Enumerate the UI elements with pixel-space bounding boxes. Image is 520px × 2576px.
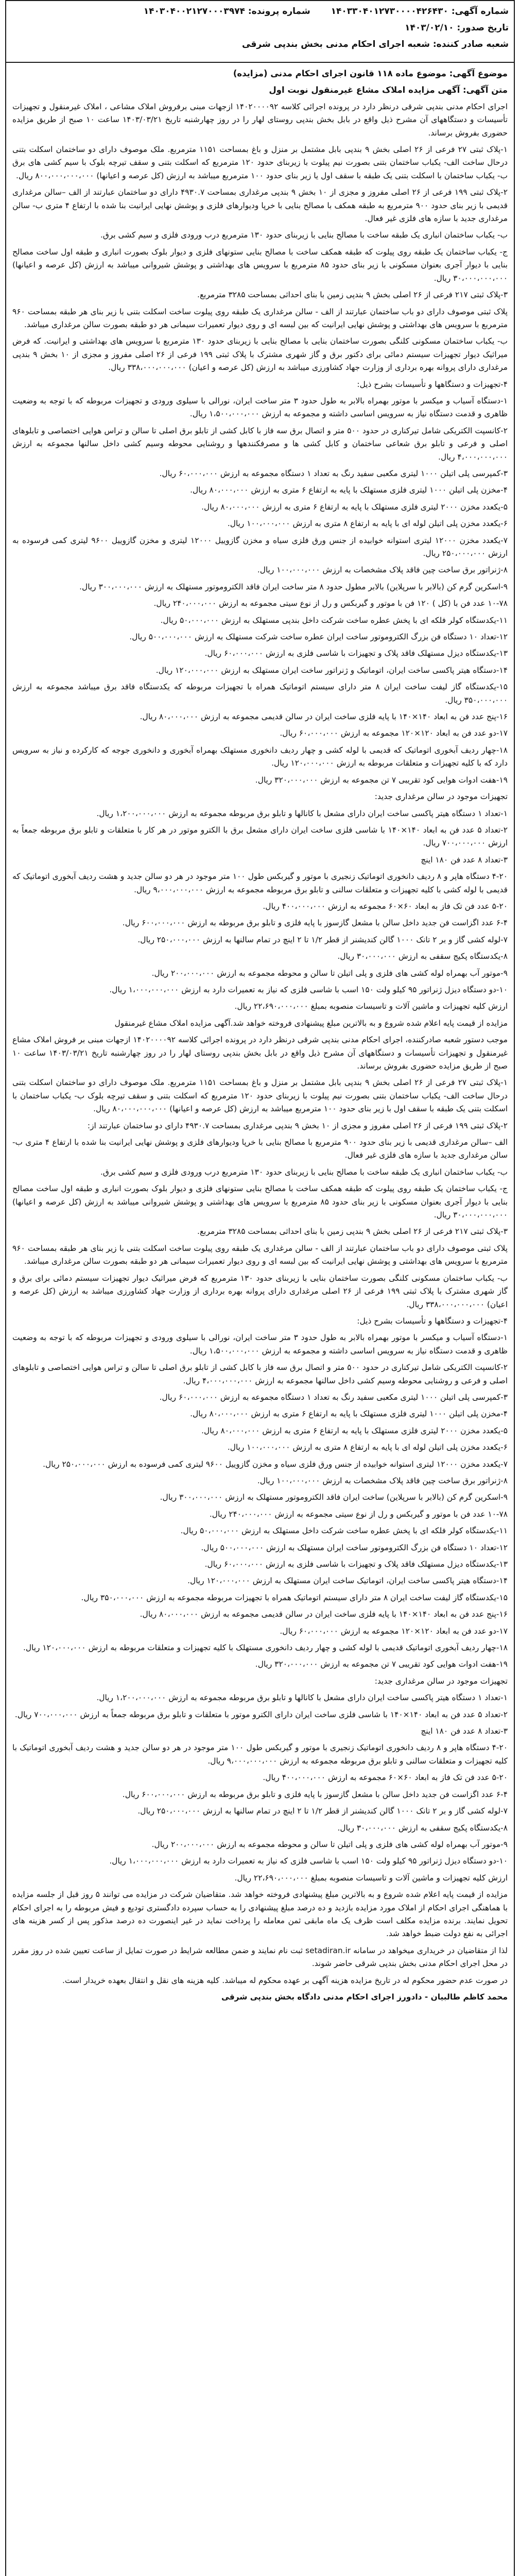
paragraph: ۲-کانسپت الکتریکی شامل تیرکناری در حدود ۵۰۰ متر و اتصال برق سه فاز با کابل کشی از تابلو برق اصلی تا سالن و تراس هوایی اختصاصی و تابلوهای اصلی و فرعی و روشنایی محوطه وسیم کشی داخل سالنها مجموعه به ارزش ۴،۰۰۰،۰۰۰،۰۰۰ ریال.	[12, 1363, 508, 1385]
paragraph: ۱-دستگاه آسیاب و میکسر با موتور بهمراه بالابر به طول حدود ۳ متر ساخت ایران، نورالی با سیلوی ورودی و تجهیزات مربوطه که با توجه به وضعیت ظاهری و قدمت دستگاه نیاز به سرویس اساسی داشته و مجموعه به ارزش ۱،۵۰۰،۰۰۰،۰۰۰ ریال.	[12, 396, 508, 419]
paragraph: ۲-پلاک ثبتی ۱۹۹ فرعی از ۲۶ اصلی مفروز و مجزی از ۱۰ بخش ۹ بندپی مرغداری بمساحت ۴۹۳۰.۷ دارای دو ساختمان عبارتند از الف –سالن مرغداری قدیمی با زیر بنای حدود ۹۰۰ مترمربع به طبقه همکف با مصالح بنایی با خرپا ودیوارهای فلزی و پوشش نهایی ایرانیت بنا شده با ارتفاع ۴ متری ب- سالن مرغداری جدید با سازه های فلزی غیر فعال.	[12, 188, 508, 224]
paragraph: ۱۷-دو عدد فن به ابعاد ۱۲۰×۱۲۰ مجموعه به ارزش ۶۰،۰۰۰،۰۰۰ ریال.	[280, 728, 508, 738]
paragraph: ۱۸-چهار ردیف آبخوری اتوماتیک قدیمی با لوله کشی و چهار ردیف دانخوری مستهلک با کلیه تجهیزات و متعلقات مربوطه به ارزش ۱۲۰،۰۰۰،۰۰۰ ریال.	[23, 1643, 508, 1653]
paragraph: ب- یکباب ساختمان مسکونی کلنگی بصورت ساختمان بنایی با زیربنای حدود ۱۳۰ مترمربع که فرض میراثیک دیوار تجهیزات سیستم دمائی برای برق و گاز شهری مشترک با پلاک ثبتی ۱۹۹ فرعی از ۲۶ اصلی مرغداری دارای پروانه بهره برداری از وزارت جهاد کشاورزی میباشد به ارزش (کل عرصه و اعیان) ۳۳۸،۰۰۰،۰۰۰،۰۰۰ ریال.	[12, 1273, 508, 1309]
paragraph: ۳-تعداد ۸ عدد فن ۱۸۰ اینچ	[421, 1726, 508, 1736]
paragraph: ۶-۴ عدد اگزاست فن جدید داخل سالن با مشعل گازسوز با پایه فلزی و تابلو برق مربوطه به ارزش ۶۰۰،۰۰۰،۰۰۰ ریال.	[122, 1789, 508, 1799]
paragraph: ۳-کمپرسی پلی اتیلن ۱۰۰۰ لیتری مکعبی سفید رنگ به تعداد ۱ دستگاه مجموعه به ارزش ۶۰،۰۰۰،۰۰۰ ریال.	[159, 468, 508, 478]
header-row-numbers	[11, 6, 509, 22]
paragraph-list	[12, 100, 508, 1987]
paragraph: ۱-تعداد ۱ دستگاه هیتر پاکسی ساخت ایران دارای مشعل با کانالها و تابلو برق مربوطه مجموعه به ارزش ۱،۲۰۰،۰۰۰،۰۰۰ ریال.	[96, 808, 508, 818]
paragraph: ۱۲-تعداد ۱۰ دستگاه فن بزرگ الکتروموتور ساخت ایران عطره ساخت شرکت مستهلک به ارزش ۵۰۰،۰۰۰،۰۰۰ ریال.	[129, 632, 508, 642]
paragraph: ۱-پلاک ثبتی ۲۷ فرعی از ۲۶ اصلی بخش ۹ بندپی بابل مشتمل بر منزل و باغ بمساحت ۱۱۵۱ مترمربع. ملک موصوف دارای دو ساختمان اسکلت بتنی درحال ساخت الف- یکباب ساختمان بتنی بصورت نیم پیلوت با زیربنای حدود ۱۲۰ مترمربع که اسکلت بتنی و سقف تیرچه بلوک با سیم کشی های برق ب- یکباب ساختمان با اسکلت بتنی یک طبقه با سقف اول یا زیر بنای حدود ۱۰۰ مترمربع میباشد به ارزش (کل عرصه و اعیانها) ۸۰۰،۰۰۰،۰۰۰،۰۰۰ ریال.	[12, 145, 508, 180]
paragraph: مزایده از قیمت پایه اعلام شده شروع و به بالاترین مبلغ پیشنهادی فروخته خواهد شد.آگهی مزایده املاک مشاع غیرمنقول	[114, 1018, 508, 1028]
paragraph: ۷-یکعدد مخزن ۱۲۰۰۰ لیتری استوانه خوابیده از جنس ورق فلزی سیاه و مخزن گازوییل ۱۲۰۰۰ لیتری و مخزن گازوییل ۹۶۰۰ لیتری کمی فرسوده به ارزش ۲۵۰،۰۰۰،۰۰۰ ریال.	[12, 535, 508, 558]
paragraph: ۳-پلاک ثبتی ۲۱۷ فرعی از ۲۶ اصلی بخش ۹ بندپی زمین با بنای احداثی بمساحت ۳۲۸۵ مترمربع.	[197, 290, 508, 300]
paragraph: ۱۴-دستگاه هیتر پاکسی ساخت ایران، اتوماتیک و ژنراتور ساخت ایران مستهلک به ارزش ۱۲۰،۰۰۰،۰۰۰ ریال.	[155, 665, 508, 675]
paragraph: ۶-یکعدد مخزن پلی اتیلن لوله ای با پایه به ارتفاع ۸ متری به ارزش ۱۰۰،۰۰۰،۰۰۰ ریال.	[227, 1443, 508, 1452]
notice-title: متن آگهی: آگهی مزایده املاک مشاع غیرمنقول نوبت اول	[269, 85, 508, 95]
paragraph: ۲-تعداد ۵ عدد فن به ابعاد ۱۴۰×۱۴۰ با شاسی فلزی ساخت ایران دارای الکترو موتور با متعلقات و تابلو برق مربوطه جمعاً به ارزش ۷۰۰،۰۰۰،۰۰۰ ریال.	[14, 1709, 508, 1719]
issuer: شعبه صادر کننده: شعبه اجرای احکام مدنی بخش بندپی شرقی	[242, 39, 509, 49]
paragraph: ۵-۲۰ عدد فن تک فاز به ابعاد ۶۰×۶۰ مجموعه به ارزش ۴۰۰،۰۰۰،۰۰۰ ریال.	[263, 901, 508, 911]
notice-header	[6, 1, 514, 63]
paragraph: ۸-یکدستگاه پکیج سقفی به ارزش ۳۰،۰۰۰،۰۰۰ ریال.	[337, 952, 508, 961]
paragraph: ۴-۲۰ دستگاه هاپر و ۸ ردیف دانخوری اتوماتیک زنجیری با موتور و گیربکس طول ۱۰۰ متر موجود در هر دو سالن جدید و هشت ردیف آبخوری اتوماتیک با کلیه تجهیزات و متعلقات سالنی و تابلو برق مربوطه مجموعه به ارزش ۹،۰۰۰،۰۰۰،۰۰۰ ریال.	[12, 1743, 508, 1766]
paragraph: ۳-تعداد ۸ عدد فن ۱۸۰ اینچ	[421, 855, 508, 865]
paragraph: موجب دستور شعبه صادرکننده، اجرای احکام مدنی بندپی شرقی درنظر دارد در پرونده اجرائی کلاسه ۱۴۰۲۰۰۰۰۹۲ ازجهات مبنی بر فروش املاک مشاع غیرمنقول و تجهیزات تأسیسات و دستگاههای آن مشرح ذیل واقع در بابل بخش بندپی روستای لهار را در روز چهارشنبه تاریخ ۱۴۰۳/۰۳/۲۱ ساعت ۱۰ صبح از طریق مزایده حضوری بفروش برساند.	[12, 1035, 508, 1071]
paragraph: ۱۱-یکدستگاه کولر فلکه ای با پخش عطره ساخت شرکت داخل مستهلک به ارزش ۵۰،۰۰۰،۰۰۰ ریال.	[180, 1526, 508, 1536]
paragraph: ۱۹-هفت ادوات هوایی کود تقریبی ۷ تن مجموعه به ارزش ۳۲۰،۰۰۰،۰۰۰ ریال.	[255, 775, 508, 785]
paragraph: ۴-۲۰ دستگاه هاپر و ۸ ردیف دانخوری اتوماتیک زنجیری با موتور و گیربکس طول ۱۰۰ متر موجود در هر دو سالن جدید و هشت ردیف آبخوری اتوماتیک که قدیمی با لوله کشی با کلیه تجهیزات و متعلقات سالنی و تابلو برق مربوطه مجموعه به ارزش ۹،۰۰۰،۰۰۰،۰۰۰ ریال.	[12, 872, 508, 894]
paragraph: ۱۱-یکدستگاه کولر فلکه ای با پخش عطره ساخت شرکت داخل بندپی مستهلک به ارزش ۵۰،۰۰۰،۰۰۰ ریال.	[160, 615, 508, 625]
paragraph: در صورت عدم حضور محکوم له در تاریخ مزایده هزینه آگهی بر عهده محکوم له میباشد. کلیه هزینه های نقل و انتقال بعهده خریدار است.	[62, 1975, 508, 1985]
paragraph: پلاک ثبتی موصوف دارای دو باب ساختمان عبارتند از الف - سالن مرغداری یک طبقه روی پیلوت ساخت اسکلت بتنی با زیر بنای هر طبقه بمساحت ۹۶۰ مترمربع با سرویس های بهداشتی و پوشش نهایی ایرانیت که بین لبسه ای و روی دیوار تعمیرات سیمانی هر دو طبقه بصورت سالن مرغداری میباشد.	[12, 1243, 508, 1266]
paragraph: ۶-۴ عدد اگزاست فن جدید داخل سالن با مشعل گازسوز با پایه فلزی و تابلو برق مربوطه به ارزش ۶۰۰،۰۰۰،۰۰۰ ریال.	[122, 918, 508, 928]
paragraph: ۴-مخزن پلی اتیلن ۱۰۰۰ لیتری فلزی مستهلک با پایه به ارتفاع ۶ متری به ارزش ۸۰،۰۰۰،۰۰۰ ریال.	[190, 1409, 508, 1419]
paragraph: اجرای احکام مدنی بندپی شرقی درنظر دارد در پرونده اجرائی کلاسه ۱۴۰۲۰۰۰۰۹۲ ازجهات مبنی برفروش املاک مشاعی ، املاک غیرمنقول و تجهیزات تأسیسات و دستگاههای آن مشرح ذیل واقع در بابل بخش بندپی روستای لهار را در روز چهارشنبه تاریخ ۱۴۰۳/۰۳/۲۱ ساعت ۱۰ صبح از طریق مزایده حضوری بفروش برساند.	[12, 101, 508, 138]
paragraph: ۱۵-یکدستگاه گاز لیفت ساخت ایران ۸ متر دارای سیستم اتوماتیک همراه با تجهیزات مربوطه مجموعه به ارزش ۳۵۰،۰۰۰،۰۰۰ ریال.	[81, 1592, 508, 1602]
paragraph: ۲-پلاک ثبتی ۱۹۹ فرعی از ۲۶ اصلی مفروز و مجزی از ۱۰ بخش ۹ بندپی مرغداری بمساحت ۴۹۳۰.۷ دارای دو ساختمان عبارتند از:	[87, 1121, 508, 1130]
paragraph: ۱۸-چهار ردیف آبخوری اتوماتیک که قدیمی با لوله کشی و چهار ردیف دانخوری مستهلک بهمراه آبخوری و دانخوری جوجه که کارکرده و نیاز به سرویس دارد که با کلیه تجهیزات و متعلقات مربوطه به ارزش ۱۲۰،۰۰۰،۰۰۰ ریال.	[12, 745, 508, 768]
paragraph: ۱۷-دو عدد فن به ابعاد ۱۲۰×۱۲۰ مجموعه به ارزش ۶۰،۰۰۰،۰۰۰ ریال.	[280, 1626, 508, 1636]
paragraph: ۱-تعداد ۱ دستگاه هیتر پاکسی ساخت ایران دارای مشعل با کانالها و تابلو برق مربوطه مجموعه به ارزش ۱،۲۰۰،۰۰۰،۰۰۰ ریال.	[96, 1693, 508, 1703]
issue-date: تاریخ صدور: ۱۴۰۳/۰۲/۱۰	[405, 23, 509, 33]
paragraph: ۱۹-هفت ادوات هوایی کود تقریبی ۷ تن مجموعه به ارزش ۳۲۰،۰۰۰،۰۰۰ ریال.	[255, 1659, 508, 1669]
paragraph: ۸-ژنراتور برق ساخت چین فاقد پلاک مشخصات به ارزش ۱۰۰،۰۰۰،۰۰۰ ریال.	[257, 1476, 508, 1485]
paragraph: ۸-یکدستگاه پکیج سقفی به ارزش ۳۰،۰۰۰،۰۰۰ ریال.	[337, 1823, 508, 1833]
paragraph: ۹-اسکرین گرم کن (بالابر با سرپلاین) ساخت ایران فاقد الکتروموتور مستهلک به ارزش ۳۰۰،۰۰۰،۰۰۰ ریال.	[160, 1493, 508, 1502]
paragraph: ۵-یکعدد مخزن ۲۰۰۰ لیتری فلزی مستهلک با پایه به ارتفاع ۶ متری به ارزش ۸۰،۰۰۰،۰۰۰ ریال.	[201, 502, 508, 512]
paragraph: ۱۴-دستگاه هیتر پاکسی ساخت ایران، اتوماتیک ساخت ایران مستهلک به ارزش ۱۲۰،۰۰۰،۰۰۰ ریال.	[187, 1576, 508, 1586]
paragraph: ۳-کمپرسی پلی اتیلن ۱۰۰۰ لیتری مکعبی سفید رنگ به تعداد ۱ دستگاه مجموعه به ارزش ۶۰،۰۰۰،۰۰۰ ریال.	[159, 1392, 508, 1402]
paragraph: ۲-کانسپت الکتریکی شامل تیرکناری در حدود ۵۰۰ متر و اتصال برق سه فاز با کابل کشی از تابلو برق اصلی تا سالن و تراس هوایی اختصاصی و تابلوهای اصلی و فرعی و تابلو برق شعاعی ساختمان و کابل کشی ها و مصرفکنندهها و روشنایی محوطه وسیم کشی داخل سالنها مجموعه به ارزش ۴،۰۰۰،۰۰۰،۰۰۰ ریال.	[12, 426, 508, 462]
paragraph: ج- یکباب ساختمان یک طبقه روی پیلوت که طبقه همکف ساخت با مصالح بنایی ستونهای فلزی و دیوار بلوک بصورت انباری و طبقه اول ساخت مصالح بنایی با دیوار آجری بعنوان مسکونی با زیر بنای حدود ۸۵ مترمربع با سرویس های بهداشتی و پوشش شیروانی میباشد به ارزش (کل عرصه و اعیانها) ۳۰،۰۰۰،۰۰۰،۰۰۰ ریال.	[12, 1184, 508, 1220]
notice-number: شماره آگهی: ۱۴۰۳۳۰۴۰۱۲۷۳۰۰۰۰۴۲۶۴۳۰	[331, 6, 509, 16]
paragraph: ۷-یکعدد مخزن ۱۲۰۰۰ لیتری استوانه خوابیده از جنس ورق فلزی سیاه و مخزن گازوییل ۹۶۰۰ لیتری کمی فرسوده به ارزش ۲۵۰،۰۰۰،۰۰۰ ریال.	[43, 1459, 508, 1469]
paragraph: ۱-دستگاه آسیاب و میکسر با موتور بهمراه بالابر به طول حدود ۳ متر ساخت ایران، نورالی با سیلوی ورودی و تجهیزات مربوطه که با توجه به وضعیت ظاهری و قدمت دستگاه نیاز به سرویس اساسی داشته و مجموعه به ارزش ۱،۵۰۰،۰۰۰،۰۰۰ ریال.	[12, 1333, 508, 1355]
paragraph: ۴-مخزن پلی اتیلن ۱۰۰۰ لیتری فلزی مستهلک با پایه به ارتفاع ۶ متری به ارزش ۸۰،۰۰۰،۰۰۰ ریال.	[190, 485, 508, 495]
paragraph: ۱۰-دو دستگاه دیزل ژنراتور ۹۵ کیلو ولت ۱۵۰ اسب با شاسی فلزی که نیاز به تعمیرات دارد به ارزش ۱،۰۰۰،۰۰۰،۰۰۰ ریال.	[109, 985, 508, 994]
paragraph: ب- یکباب ساختمان انباری یک طبقه ساخت با مصالح بنایی با زیربنای حدود ۱۳۰ مترمربع درب ورودی فلزی و سیم کشی برق.	[100, 1167, 508, 1177]
paragraph: ب- یکباب ساختمان مسکونی کلنگی بصورت ساختمان بنایی با مصالح بنایی با زیربنای حدود ۱۳۰ مترمربع با سرویس های بهداشتی و ایرانیت. که فرض میراثیک دیوار تجهیزات سیستم دمائی برای دکتور برق و گاز شهری مشترک با پلاک ثبتی ۱۹۹ فرعی از ۲۶ اصلی مفروز و مجزی از ۱۰ بخش ۹ بندپی مرغداری دارای پروانه بهره برداری از وزارت جهاد کشاورزی میباشد به ارزش (کل عرصه و اعیان) ۳۳۸،۰۰۰،۰۰۰،۰۰۰ ریال.	[12, 336, 508, 372]
paragraph: ۶-یکعدد مخزن پلی اتیلن لوله ای با پایه به ارتفاع ۸ متری به ارزش ۱۰۰،۰۰۰،۰۰۰ ریال.	[227, 519, 508, 529]
paragraph: ۹-موتور آب بهمراه لوله کشی های فلزی و پلی اتیلن تا سالن و محوطه مجموعه به ارزش ۲۰۰،۰۰۰،۰۰۰ ریال.	[151, 968, 508, 978]
paragraph: ارزش کلیه تجهیزات و ماشین آلات و تاسیسات منصوبه بمبلغ ۲۲،۶۹۰،۰۰۰،۰۰۰ ریال.	[234, 1002, 508, 1011]
paragraph: الف –سالن مرغداری قدیمی با زیر بنای حدود ۹۰۰ مترمربع با مصالح بنایی با خرپا ودیوارهای فلزی و پوشش نهایی ایرانیت بنا شده با ارتفاع ۴ متری ب- سالن مرغداری جدید با سازه های فلزی غیر فعال.	[12, 1138, 508, 1160]
paragraph: ارزش کلیه تجهیزات و ماشین آلات و تاسیسات منصوبه بمبلغ ۲۲،۶۹۰،۰۰۰،۰۰۰ ریال.	[234, 1873, 508, 1883]
paragraph: ب- یکباب ساختمان انباری یک طبقه ساخت با مصالح بنایی با زیربنای حدود ۱۳۰ مترمربع درب ورودی فلزی و سیم کشی برق.	[100, 230, 508, 240]
paragraph: ۹-موتور آب بهمراه لوله کشی های فلزی و پلی اتیلن تا سالن و محوطه مجموعه به ارزش ۲۰۰،۰۰۰،۰۰۰ ریال.	[151, 1839, 508, 1849]
paragraph: ۱۰-۷۸ عدد فن با (کل ) ۱۲۰ فن با موتور و گیربکس و رل از نوع سیتی مجموعه به ارزش ۲۴۰،۰۰۰،۰۰۰ ریال.	[153, 599, 508, 608]
paragraph: ج- یکباب ساختمان یک طبقه روی پیلوت که طبقه همکف ساخت با مصالح بنایی ستونهای فلزی و دیوار بلوک بصورت انباری و طبقه اول ساخت مصالح بنایی با دیوار آجری بعنوان مسکونی با زیر بنای حدود ۸۵ مترمربع با سرویس های بهداشتی و پوشش شیروانی میباشد به ارزش (کل عرصه و اعیانها) ۳۰،۰۰۰،۰۰۰،۰۰۰ ریال.	[12, 247, 508, 283]
paragraph: ۱۵-یکدستگاه گاز لیفت ساخت ایران ۸ متر دارای سیستم اتوماتیک همراه با تجهیزات مربوطه که یکدستگاه فاقد برق میباشد مجموعه به ارزش ۳۵۰،۰۰۰،۰۰۰ ریال.	[12, 682, 508, 705]
paragraph: ۹-اسکرین گرم کن (بالابر با سرپلاین) بالابر مطول حدود ۸ متر ساخت ایران فاقد الکتروموتور مستهلک به ارزش ۳۰۰،۰۰۰،۰۰۰ ریال.	[79, 582, 508, 591]
paragraph: تجهیزات موجود در سالن مرغداری جدید:	[374, 792, 508, 802]
paragraph: ۵-یکعدد مخزن ۲۰۰۰ لیتری فلزی مستهلک با پایه به ارتفاع ۶ متری به ارزش ۸۰،۰۰۰،۰۰۰ ریال.	[201, 1426, 508, 1435]
paragraph: ۸-ژنراتور برق ساخت چین فاقد پلاک مشخصات به ارزش ۱۰۰،۰۰۰،۰۰۰ ریال.	[257, 565, 508, 575]
paragraph: ۱۰-۷۸ عدد فن با موتور و گیربکس و رل از نوع سیتی مجموعه به ارزش ۲۴۰،۰۰۰،۰۰۰ ریال.	[209, 1509, 508, 1519]
paragraph: ۷-لوله کشی گاز و بر ۲ تانک ۱۰۰۰ گالن کندیشنر از قطر ۱/۲ تا ۲ اینچ در تمام سالنها به ارزش ۲۵۰،۰۰۰،۰۰۰ ریال.	[137, 1806, 508, 1816]
tracking-number: شماره پرونده: ۱۴۰۳۰۴۰۰۲۱۲۷۰۰۰۳۹۷۴	[143, 6, 310, 16]
paragraph: ۱۳-یکدستگاه دیزل مستهلک فاقد پلاک و تجهیزات با شاسی فلزی به ارزش ۶۰،۰۰۰،۰۰۰ ریال.	[204, 649, 508, 658]
header-row-issuer	[11, 39, 509, 55]
paragraph: ۱۶-پنج عدد فن به ابعاد ۱۴۰×۱۴۰ با پایه فلزی ساخت ایران در سالن قدیمی مجموعه به ارزش ۸۰،۰۰۰،۰۰۰ ریال.	[140, 712, 508, 722]
paragraph: ۱۳-یکدستگاه دیزل مستهلک فاقد پلاک و تجهیزات با شاسی فلزی به ارزش ۶۰،۰۰۰،۰۰۰ ریال.	[204, 1560, 508, 1569]
paragraph: ۲-تعداد ۵ عدد فن به ابعاد ۱۴۰×۱۴۰ با شاسی فلزی ساخت ایران دارای مشعل برق با الکترو موتور در هر کار با متعلقات و تابلو برق مربوطه جمعاً به ارزش ۷۰۰،۰۰۰،۰۰۰ ریال.	[12, 825, 508, 848]
notice-body	[12, 67, 508, 2576]
signature: محمد کاظم طالبیان - دادورز اجرای احکام مدنی دادگاه بخش بندپی شرقی	[221, 1992, 508, 2002]
header-row-date	[11, 23, 509, 38]
paragraph: ۴-تجهیزات و دستگاهها و تأسیسات بشرح ذیل:	[357, 1316, 508, 1326]
paragraph: تجهیزات موجود در سالن مرغداری جدید:	[374, 1676, 508, 1686]
paragraph: ۱۲-تعداد ۱۰ دستگاه فن بزرگ الکتروموتور ساخت ایران مستهلک به ارزش ۵۰۰،۰۰۰،۰۰۰ ریال.	[201, 1543, 508, 1552]
paragraph: ۳-پلاک ثبتی ۲۱۷ فرعی از ۲۶ اصلی بخش ۹ بندپی زمین با بنای احداثی بمساحت ۳۲۸۵ مترمربع.	[197, 1227, 508, 1236]
paragraph: پلاک ثبتی موصوف دارای دو باب ساختمان عبارتند از الف - سالن مرغداری یک طبقه روی پیلوت ساخت اسکلت بتنی با زیر بنای هر طبقه بمساحت ۹۶۰ مترمربع با سرویس های بهداشتی و پوشش نهایی ایرانیت که بین لبسه ای و روی دیوار تعمیرات سیمانی هر دو طبقه بصورت سالن مرغداری میباشد.	[12, 307, 508, 329]
notice-subject: موضوع آگهی: موضوع ماده ۱۱۸ قانون اجرای احکام مدنی (مزایده)	[233, 69, 508, 78]
paragraph: ۱۶-پنج عدد فن به ابعاد ۱۴۰×۱۴۰ با پایه فلزی ساخت ایران در سالن قدیمی مجموعه به ارزش ۸۰،۰۰۰،۰۰۰ ریال.	[140, 1609, 508, 1619]
paragraph: ۷-لوله کشی گاز و بر ۲ تانک ۱۰۰۰ گالن کندیشنر از قطر ۱/۲ تا ۲ اینچ در تمام سالنها به ارزش ۲۵۰،۰۰۰،۰۰۰ ریال.	[137, 935, 508, 944]
notice-page	[5, 0, 515, 2576]
paragraph: ۵-۲۰ عدد فن تک فاز به ابعاد ۶۰×۶۰ مجموعه به ارزش ۴۰۰،۰۰۰،۰۰۰ ریال.	[263, 1773, 508, 1783]
paragraph: ۴-تجهیزات و دستگاهها و تأسیسات بشرح ذیل:	[357, 379, 508, 389]
paragraph: ۱۰-دو دستگاه دیزل ژنراتور ۹۵ کیلو ولت ۱۵۰ اسب با شاسی فلزی که نیاز به تعمیرات دارد به ارزش ۱،۰۰۰،۰۰۰،۰۰۰ ریال.	[109, 1856, 508, 1866]
paragraph: مزایده از قیمت پایه اعلام شده شروع و به بالاترین مبلغ پیشنهادی فروخته خواهد شد. متقاضیان شرکت در مزایده می توانند ۵ روز قبل از جلسه مزایده با هماهنگی اجرای احکام از املاک مورد مزایده بازدید و ده درصد مبلغ پیشنهادی را به حساب سپرده دادگستری تودیع و فیش مربوطه را به اجرای احکام تحویل نمایند. برنده مزایده مکلف است ظرف یک ماه مابقی ثمن معامله را پرداخت نماید در غیر اینصورت ده درصد مذکور پس از کسر هزینه های اجرائی به نفع دولت ضبط خواهد شد.	[12, 1890, 508, 1939]
paragraph: لذا از متقاضیان در خریداری میخواهد در سامانه setadiran.ir ثبت نام نمایند و ضمن مطالعه شرایط در صورت تمایل از ساعت تعیین شده در روز مقرر در محل اجرای احکام مدنی بخش بندپی شرقی حاضر شوند.	[12, 1945, 508, 1969]
paragraph: ۱-پلاک ثبتی ۲۷ فرعی از ۲۶ اصلی بخش ۹ بندپی بابل مشتمل بر منزل و باغ بمساحت ۱۱۵۱ مترمربع. ملک موصوف دارای دو ساختمان اسکلت بتنی درحال ساخت الف- یکباب ساختمان بتنی بصورت نیم پیلوت با زیربنای حدود ۱۲۰ مترمربع که اسکلت بتنی و سقف تیرچه بلوک ب- یکباب ساختمان با اسکلت بتنی یک طبقه با سقف اول با زیر بنای حدود ۱۰۰ مترمربع میباشد به ارزش (کل عرصه و اعیانها) ۸۰،۰۰۰،۰۰۰،۰۰۰ ریال.	[12, 1078, 508, 1114]
